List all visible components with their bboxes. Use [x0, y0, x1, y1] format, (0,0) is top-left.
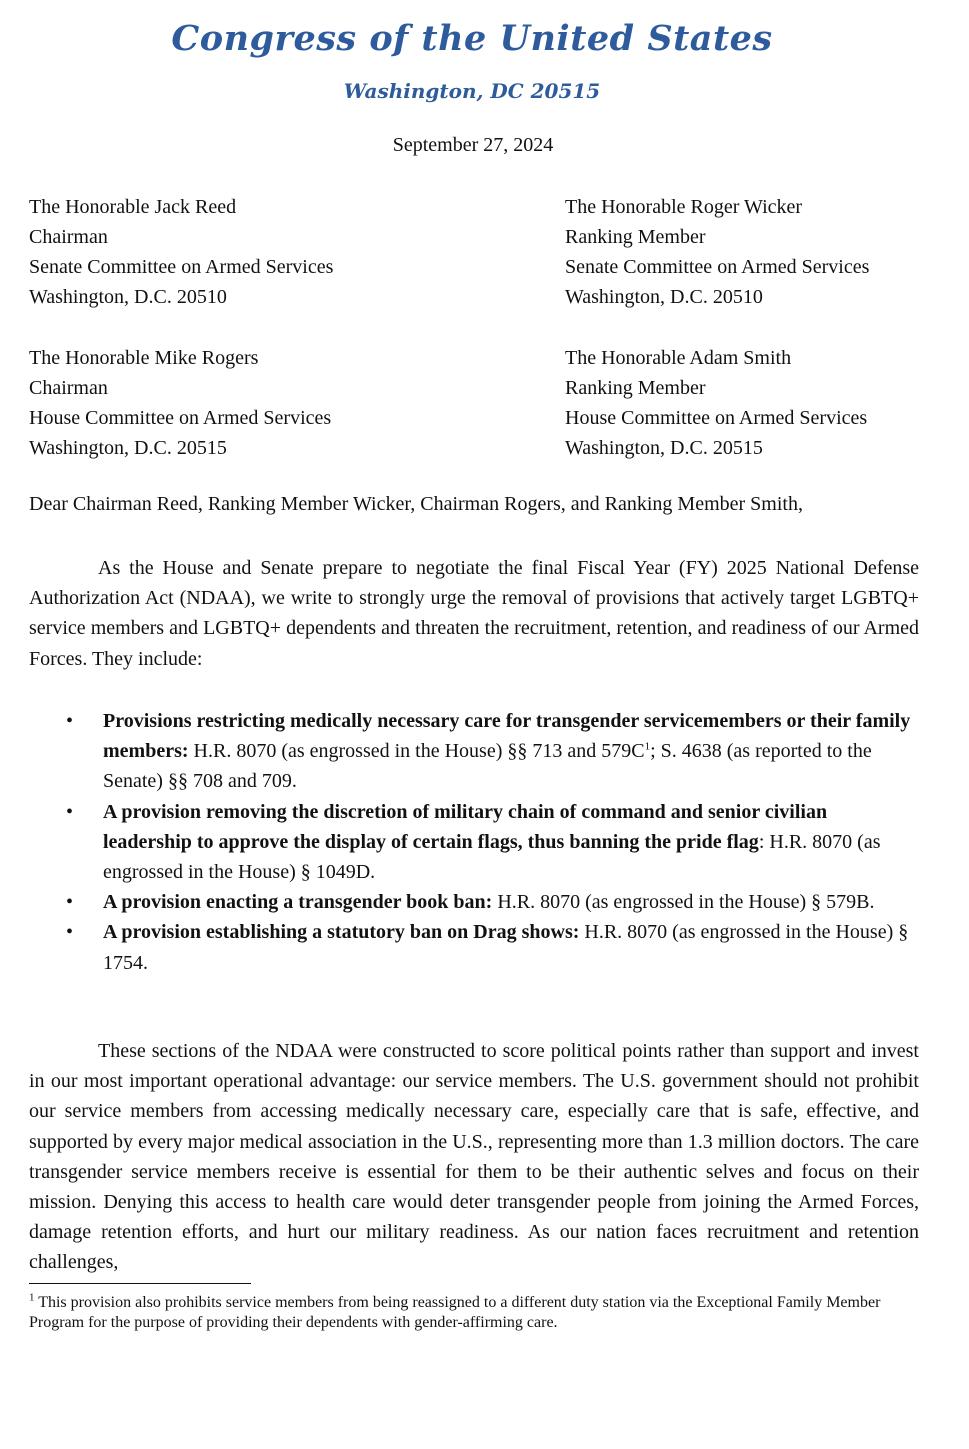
intro-paragraph: As the House and Senate prepare to negotiate the final Fiscal Year (FY) 2025 National Defense Authorization Act (NDAA), we write to strongly urge the removal of provisions that actively target LGBTQ+ service members and LGBTQ+ dependents and threaten the recruitment, retention, and readiness of our Armed Forces. They include:	[29, 557, 919, 670]
recipient-committee: Senate Committee on Armed Services	[565, 256, 870, 278]
recipient-block-reed	[29, 192, 333, 312]
recipient-name: The Honorable Mike Rogers	[29, 347, 259, 369]
bullet-icon: •	[66, 710, 74, 732]
recipient-role: Chairman	[29, 226, 108, 248]
letterhead-title: Congress of the United States	[171, 18, 773, 59]
letterhead-subtitle: Washington, DC 20515	[343, 79, 601, 103]
bullet-text: : H.R. 8070 (as engrossed in the House) § 1049D.	[103, 830, 881, 884]
bullet-text: H.R. 8070 (as engrossed in the House) §§ 713 and 579C	[188, 740, 645, 763]
recipient-address: Washington, D.C. 20515	[29, 437, 227, 459]
bullet-heading: A provision removing the discretion of military chain of command and senior civilian leadership to approve the display of certain flags, thus banning the pride flag	[103, 800, 828, 853]
bullet-icon: •	[66, 800, 74, 823]
bullet-text-cont: ; S. 4638 (as reported to the Senate) §§ 708 and 709.	[103, 740, 872, 793]
list-item	[29, 706, 919, 797]
list-item	[29, 797, 919, 888]
list-item	[29, 917, 919, 977]
recipient-block-rogers	[29, 343, 331, 463]
recipient-committee: House Committee on Armed Services	[565, 407, 868, 429]
bullet-heading: A provision enacting a transgender book ban:	[103, 891, 493, 914]
recipient-block-smith	[565, 343, 867, 463]
footnote-ref: 1	[644, 740, 651, 753]
bullet-icon: •	[66, 921, 74, 944]
bullet-text: H.R. 8070 (as engrossed in the House) § 579B.	[492, 891, 875, 914]
recipient-committee: House Committee on Armed Services	[29, 407, 332, 429]
recipient-role: Chairman	[29, 377, 108, 399]
footnote-marker: 1	[29, 1291, 35, 1304]
footnote-divider	[29, 1283, 251, 1284]
recipient-block-wicker	[565, 192, 869, 312]
bullet-heading: A provision establishing a statutory ban on Drag shows:	[103, 921, 580, 944]
recipient-committee: Senate Committee on Armed Services	[29, 256, 334, 278]
recipient-name: The Honorable Jack Reed	[29, 196, 237, 218]
bullet-text: H.R. 8070 (as engrossed in the House) § 1754.	[103, 921, 909, 974]
recipient-name: The Honorable Adam Smith	[565, 347, 792, 369]
recipient-name: The Honorable Roger Wicker	[565, 196, 803, 218]
footnote-text: This provision also prohibits service members from being reassigned to a different duty station via the Exceptional Family Member Program for the purpose of providing their dependents with gender-affirming care.	[29, 1294, 881, 1331]
list-item	[29, 887, 919, 917]
footnote	[29, 1293, 929, 1333]
body-paragraph: These sections of the NDAA were constructed to score political points rather than support and invest in our most important operational advantage: our service members. The U.S. government should not prohibit our service members from accessing medically necessary care, especially care that is safe, effective, and supported by every major medical association in the U.S., representing more than 1.3 million doctors. The care transgender service members receive is essential for them to be their authentic selves and focus on their mission. Denying this access to health care would deter transgender people from joining the Armed Forces, damage retention efforts, and hurt our military readiness. As our nation faces recruitment and retention challenges,	[29, 1040, 919, 1274]
recipient-address: Washington, D.C. 20510	[565, 286, 763, 308]
bullet-heading: Provisions restricting medically necessary care for transgender servicemembers or their family members:	[103, 710, 911, 763]
recipient-address: Washington, D.C. 20515	[565, 437, 763, 459]
bullet-icon: •	[66, 891, 74, 914]
letter-date: September 27, 2024	[392, 134, 554, 156]
recipient-role: Ranking Member	[565, 377, 706, 399]
recipient-role: Ranking Member	[565, 226, 706, 248]
salutation: Dear Chairman Reed, Ranking Member Wicker, Chairman Rogers, and Ranking Member Smith,	[29, 493, 803, 515]
provisions-list	[29, 706, 919, 978]
recipient-address: Washington, D.C. 20510	[29, 286, 227, 308]
